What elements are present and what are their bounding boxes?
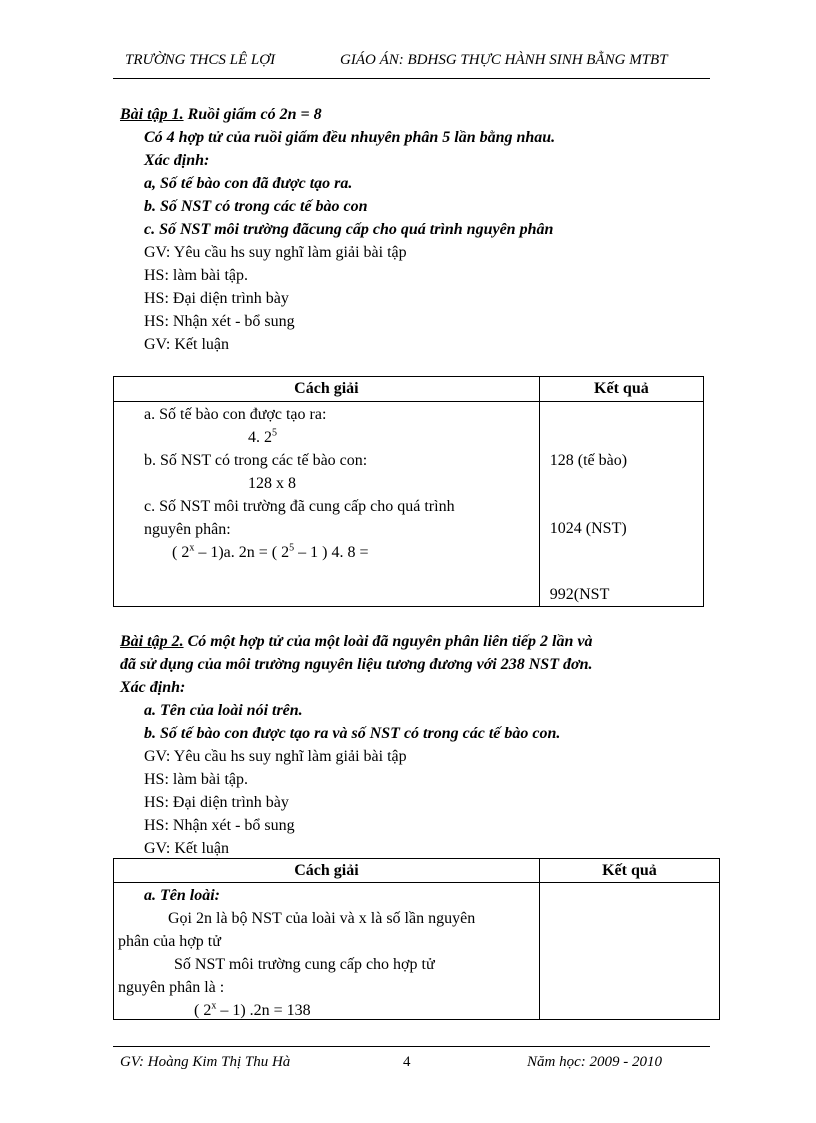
ex1-col-result: Kết quả [539, 377, 703, 402]
ex1-sol-c-expr: ( 2$^x$ – 1)a. 2n = ( $2^5 - 1$ ) 4. 8 = [172, 542, 369, 561]
ex1-step-hs1: HS: làm bài tập. [144, 267, 248, 284]
ex2-heading [120, 631, 592, 653]
ex1-result-a: 128 (tế bào) [549, 452, 628, 469]
ex1-result-b: 1024 (NST) [549, 520, 627, 537]
ex2-item-a: a. Tên của loài nói trên. [144, 702, 303, 719]
ex2-sol-line3: Số NST môi trường cung cấp cho hợp tử [174, 956, 435, 973]
ex2-step-hs2: HS: Đại diện trình bày [144, 794, 289, 811]
footer-page-number: 4 [403, 1054, 411, 1070]
ex2-label: Bài tập 2. [120, 633, 184, 650]
header-rule [113, 78, 710, 79]
ex1-step-hs3: HS: Nhận xét - bổ sung [144, 313, 295, 330]
ex1-solution-table [113, 376, 704, 607]
ex1-sol-a-label: a. Số tế bào con được tạo ra: [144, 406, 327, 423]
ex2-step-gv: GV: Yêu cầu hs suy nghĩ làm giải bài tập [144, 748, 407, 765]
ex1-sol-c-label2: nguyên phân: [144, 521, 231, 538]
ex1-result-c: 992(NST [549, 586, 610, 603]
ex1-statement: Có 4 hợp tử của ruồi giấm đều nhuyên phân 5 lần bằng nhau. [144, 129, 556, 146]
ex1-item-b: b. Số NST có trong các tế bào con [144, 198, 368, 215]
ex2-step-hs3: HS: Nhận xét - bổ sung [144, 817, 295, 834]
header-school: TRƯỜNG THCS LÊ LỢI [125, 52, 276, 68]
ex1-item-a: a, Số tế bào con đã được tạo ra. [144, 175, 353, 192]
ex2-sol-line4: nguyên phân là : [118, 979, 225, 996]
ex1-col-solution: Cách giải [114, 377, 540, 402]
ex2-determine: Xác định: [120, 679, 186, 696]
ex2-col-result: Kết quả [539, 859, 719, 883]
ex1-sol-b-label: b. Số NST có trong các tế bào con: [144, 452, 368, 469]
footer-rule [113, 1046, 710, 1047]
ex2-line1: Có một hợp tử của một loài đã nguyên phân liên tiếp 2 lần và [183, 633, 593, 650]
ex1-sol-b-expr: 128 x 8 [248, 475, 296, 492]
ex2-step-gv2: GV: Kết luận [144, 840, 230, 857]
ex1-step-hs2: HS: Đại diện trình bày [144, 290, 289, 307]
ex1-heading [120, 104, 322, 126]
ex2-item-b: b. Số tế bào con được tạo ra và số NST có trong các tế bào con. [144, 725, 561, 742]
ex1-step-gv2: GV: Kết luận [144, 336, 230, 353]
ex2-sol-line1: Gọi 2n là bộ NST của loài và x là số lần nguyên [168, 910, 476, 927]
ex2-line2: đã sử dụng của môi trường nguyên liệu tương đương với 238 NST đơn. [120, 656, 593, 673]
ex2-step-hs1: HS: làm bài tập. [144, 771, 248, 788]
ex2-solution-table [113, 858, 720, 1020]
ex1-sol-a-expr: 4. $2^5$ [248, 427, 277, 446]
ex1-label: Bài tập 1. [120, 106, 184, 123]
ex2-sol-expr: ( 2$^x$ – 1) .2n = 138 [194, 1000, 311, 1019]
footer-teacher: GV: Hoàng Kim Thị Thu Hà [120, 1054, 291, 1070]
ex1-heading-text: Ruồi giấm có 2n = 8 [183, 106, 322, 123]
ex1-item-c: c. Số NST môi trường đãcung cấp cho quá trình nguyên phân [144, 221, 554, 238]
footer-year: Năm học: 2009 - 2010 [527, 1054, 662, 1070]
ex2-sol-a-title: a. Tên loài: [144, 887, 220, 904]
ex2-sol-line2: phân của hợp tử [118, 933, 221, 950]
ex2-col-solution: Cách giải [114, 859, 540, 883]
ex1-sol-c-label: c. Số NST môi trường đã cung cấp cho quá trình [144, 498, 455, 515]
ex1-step-gv: GV: Yêu cầu hs suy nghĩ làm giải bài tập [144, 244, 407, 261]
ex1-determine: Xác định: [144, 152, 210, 169]
header-title: GIÁO ÁN: BDHSG THỰC HÀNH SINH BẰNG MTBT [340, 52, 668, 68]
